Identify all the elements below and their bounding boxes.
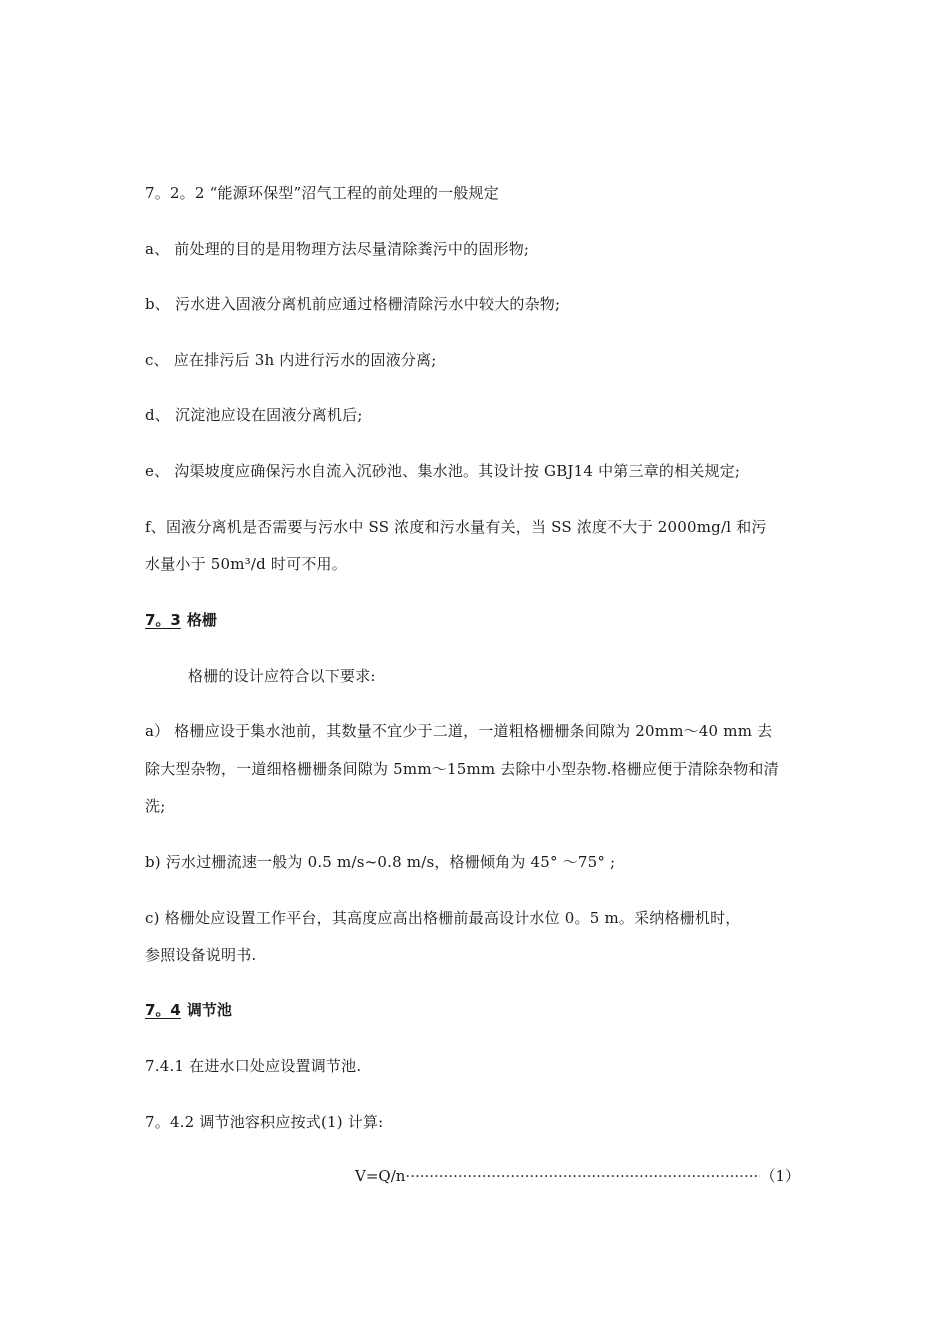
list-item-e: e、 沟渠坡度应确保污水自流入沉砂池、集水池。其设计按 GBJ14 中第三章的相关规定; xyxy=(145,462,741,480)
list-item-c: c、 应在排污后 3h 内进行污水的固液分离; xyxy=(145,351,437,369)
section-7-3-intro: 格栅的设计应符合以下要求: xyxy=(188,667,376,685)
list-item-f-line2: 水量小于 50m³/d 时可不用。 xyxy=(145,555,347,573)
section-7-3-heading xyxy=(145,610,217,630)
grate-req-a-line3: 洗; xyxy=(145,797,166,815)
list-item-f-line1: f、固液分离机是否需要与污水中 SS 浓度和污水量有关，当 SS 浓度不大于 2000mg/l 和污 xyxy=(145,518,767,536)
grate-req-b: b) 污水过栅流速一般为 0.5 m/s~0.8 m/s，格栅倾角为 45° ～75° ; xyxy=(145,853,616,871)
formula-text: V=Q/n xyxy=(355,1167,406,1185)
section-7-4-heading xyxy=(145,1000,232,1020)
grate-req-a-line1: a） 格栅应设于集水池前，其数量不宜少于二道，一道粗格栅栅条间隙为 20mm～40 mm 去 xyxy=(145,722,773,740)
clause-7-4-1: 7.4.1 在进水口处应设置调节池. xyxy=(145,1057,362,1075)
section-7-3-number: 7。3 xyxy=(145,611,181,629)
list-item-a: a、 前处理的目的是用物理方法尽量清除粪污中的固形物; xyxy=(145,240,530,258)
formula-leader-dots xyxy=(405,1166,760,1186)
grate-req-a-line2: 除大型杂物，一道细格栅栅条间隙为 5mm～15mm 去除中小型杂物.格栅应便于清除杂物和清 xyxy=(145,760,779,778)
grate-req-c-line2: 参照设备说明书. xyxy=(145,946,257,964)
section-7-4-title: 调节池 xyxy=(186,1001,232,1019)
grate-req-c-line1: c) 格栅处应设置工作平台，其高度应高出格栅前最高设计水位 0。5 m。采纳格栅机时， xyxy=(145,909,741,927)
formula-number: （1） xyxy=(760,1167,800,1185)
list-item-b: b、 污水进入固液分离机前应通过格栅清除污水中较大的杂物; xyxy=(145,295,561,313)
section-7-4-number: 7。4 xyxy=(145,1001,181,1019)
section-7-2-2-title: 7。2。2 “能源环保型”沼气工程的前处理的一般规定 xyxy=(145,184,499,202)
formula-line xyxy=(355,1166,800,1186)
clause-7-4-2: 7。4.2 调节池容积应按式(1) 计算: xyxy=(145,1113,384,1131)
list-item-d: d、 沉淀池应设在固液分离机后; xyxy=(145,406,363,424)
section-7-3-title: 格栅 xyxy=(186,611,217,629)
